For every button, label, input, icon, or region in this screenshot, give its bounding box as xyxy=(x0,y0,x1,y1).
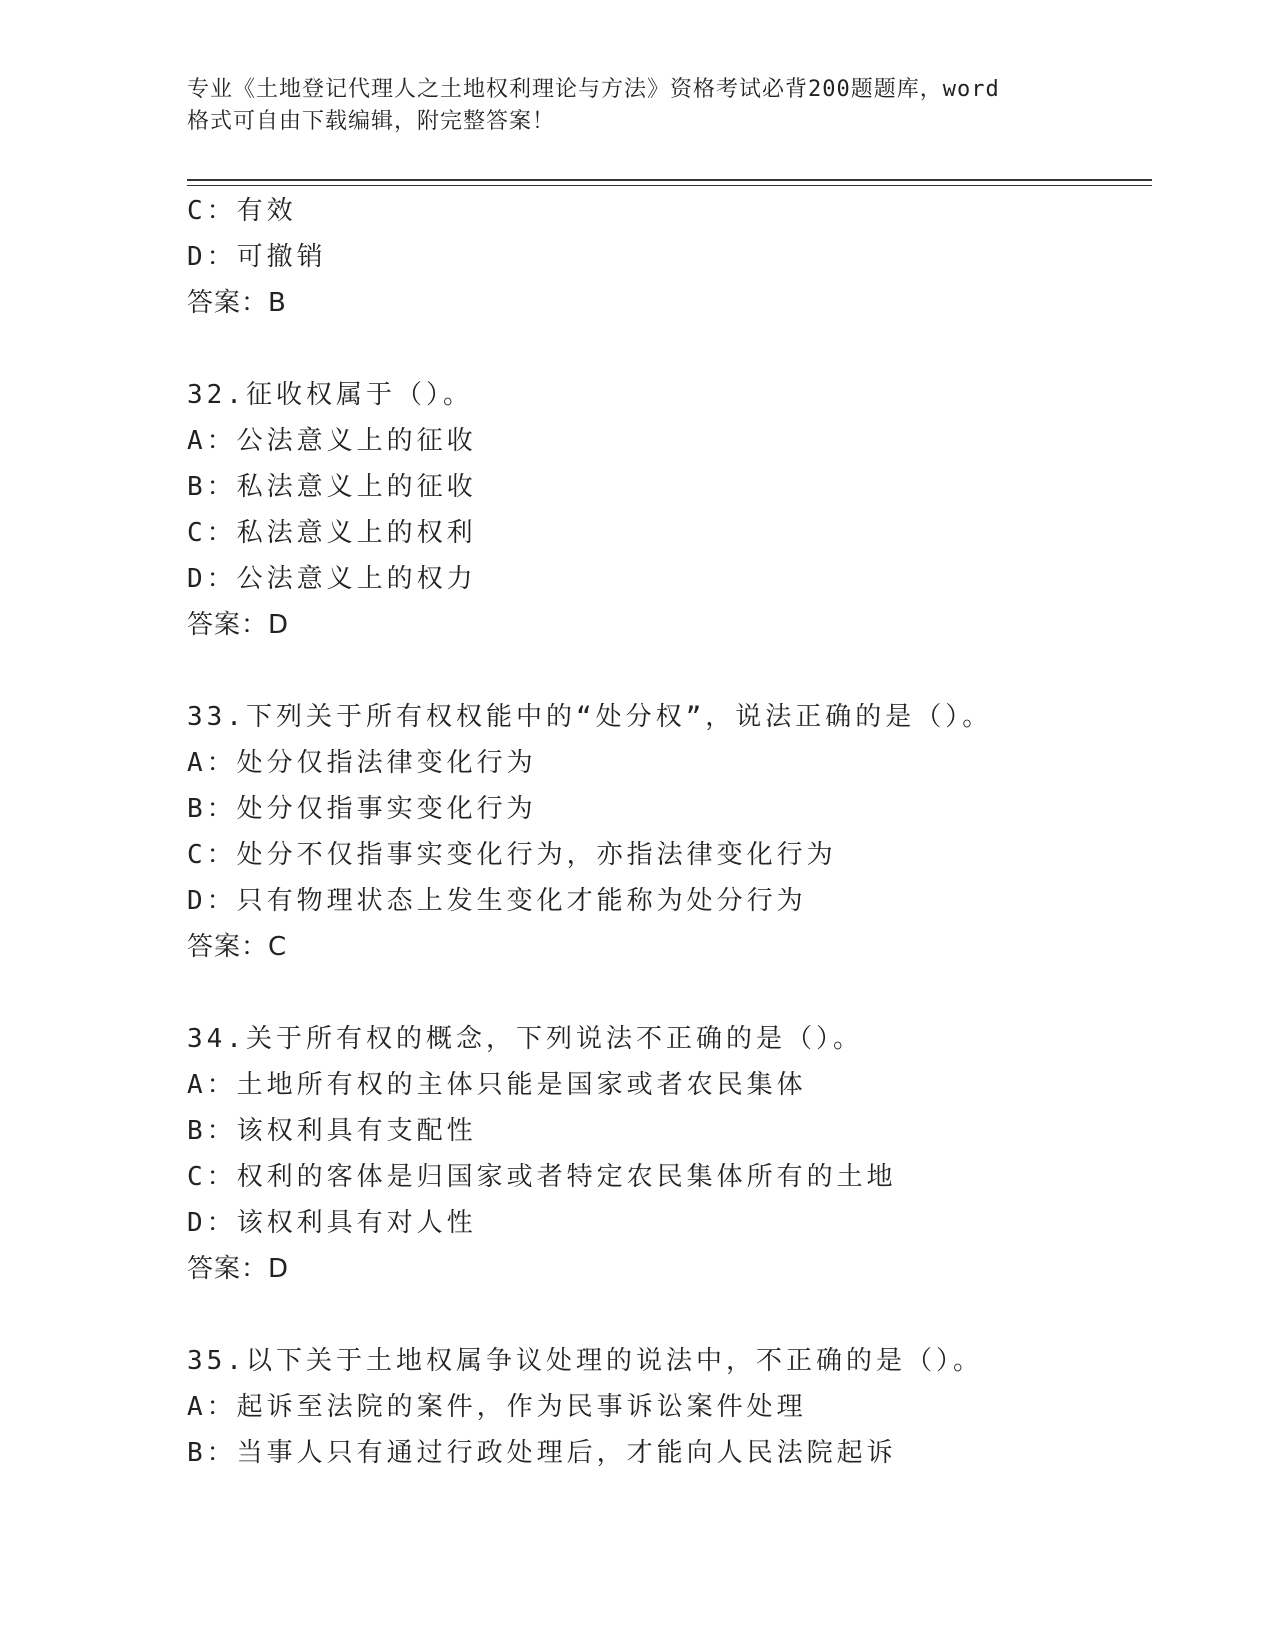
header-divider-thin xyxy=(187,185,1152,186)
option-b: B：处分仅指事实变化行为 xyxy=(187,794,537,824)
option-a: A：土地所有权的主体只能是国家或者农民集体 xyxy=(187,1070,807,1100)
question-32 xyxy=(187,372,1152,648)
option-d: D：只有物理状态上发生变化才能称为处分行为 xyxy=(187,886,807,916)
option-d: D：公法意义上的权力 xyxy=(187,564,477,594)
question-stem: 35.以下关于土地权属争议处理的说法中，不正确的是（）。 xyxy=(187,1346,983,1376)
question-stem: 34.关于所有权的概念，下列说法不正确的是（）。 xyxy=(187,1024,863,1054)
option-a: A：处分仅指法律变化行为 xyxy=(187,748,537,778)
option-c: C：有效 xyxy=(187,196,297,226)
option-a: A：起诉至法院的案件，作为民事诉讼案件处理 xyxy=(187,1392,807,1422)
option-d: D：该权利具有对人性 xyxy=(187,1208,477,1238)
question-spacer xyxy=(187,970,1152,1016)
option-b: B：当事人只有通过行政处理后，才能向人民法院起诉 xyxy=(187,1438,897,1468)
question-spacer xyxy=(187,648,1152,694)
answer-line: 答案：B xyxy=(187,288,287,318)
question-list xyxy=(187,188,1152,1476)
option-b: B：私法意义上的征收 xyxy=(187,472,477,502)
answer-line: 答案：D xyxy=(187,610,290,640)
question-stem: 32.征收权属于（）。 xyxy=(187,380,473,410)
answer-line: 答案：C xyxy=(187,932,288,962)
question-spacer xyxy=(187,1292,1152,1338)
question-stem: 33.下列关于所有权权能中的“处分权”，说法正确的是（）。 xyxy=(187,702,993,732)
header-line-1: 专业《土地登记代理人之土地权利理论与方法》资格考试必背200题题库，word xyxy=(187,77,1000,102)
answer-line: 答案：D xyxy=(187,1254,290,1284)
option-c: C：处分不仅指事实变化行为，亦指法律变化行为 xyxy=(187,840,837,870)
question-spacer xyxy=(187,326,1152,372)
option-c: C：私法意义上的权利 xyxy=(187,518,477,548)
question-33 xyxy=(187,694,1152,970)
option-a: A：公法意义上的征收 xyxy=(187,426,477,456)
question-31-continued xyxy=(187,188,1152,326)
header-divider-thick xyxy=(187,179,1152,181)
question-34 xyxy=(187,1016,1152,1292)
option-b: B：该权利具有支配性 xyxy=(187,1116,477,1146)
header-line-2: 格式可自由下载编辑，附完整答案！ xyxy=(187,109,556,134)
option-c: C：权利的客体是归国家或者特定农民集体所有的土地 xyxy=(187,1162,897,1192)
option-d: D：可撤销 xyxy=(187,242,327,272)
question-35 xyxy=(187,1338,1152,1476)
document-header xyxy=(187,74,1067,138)
